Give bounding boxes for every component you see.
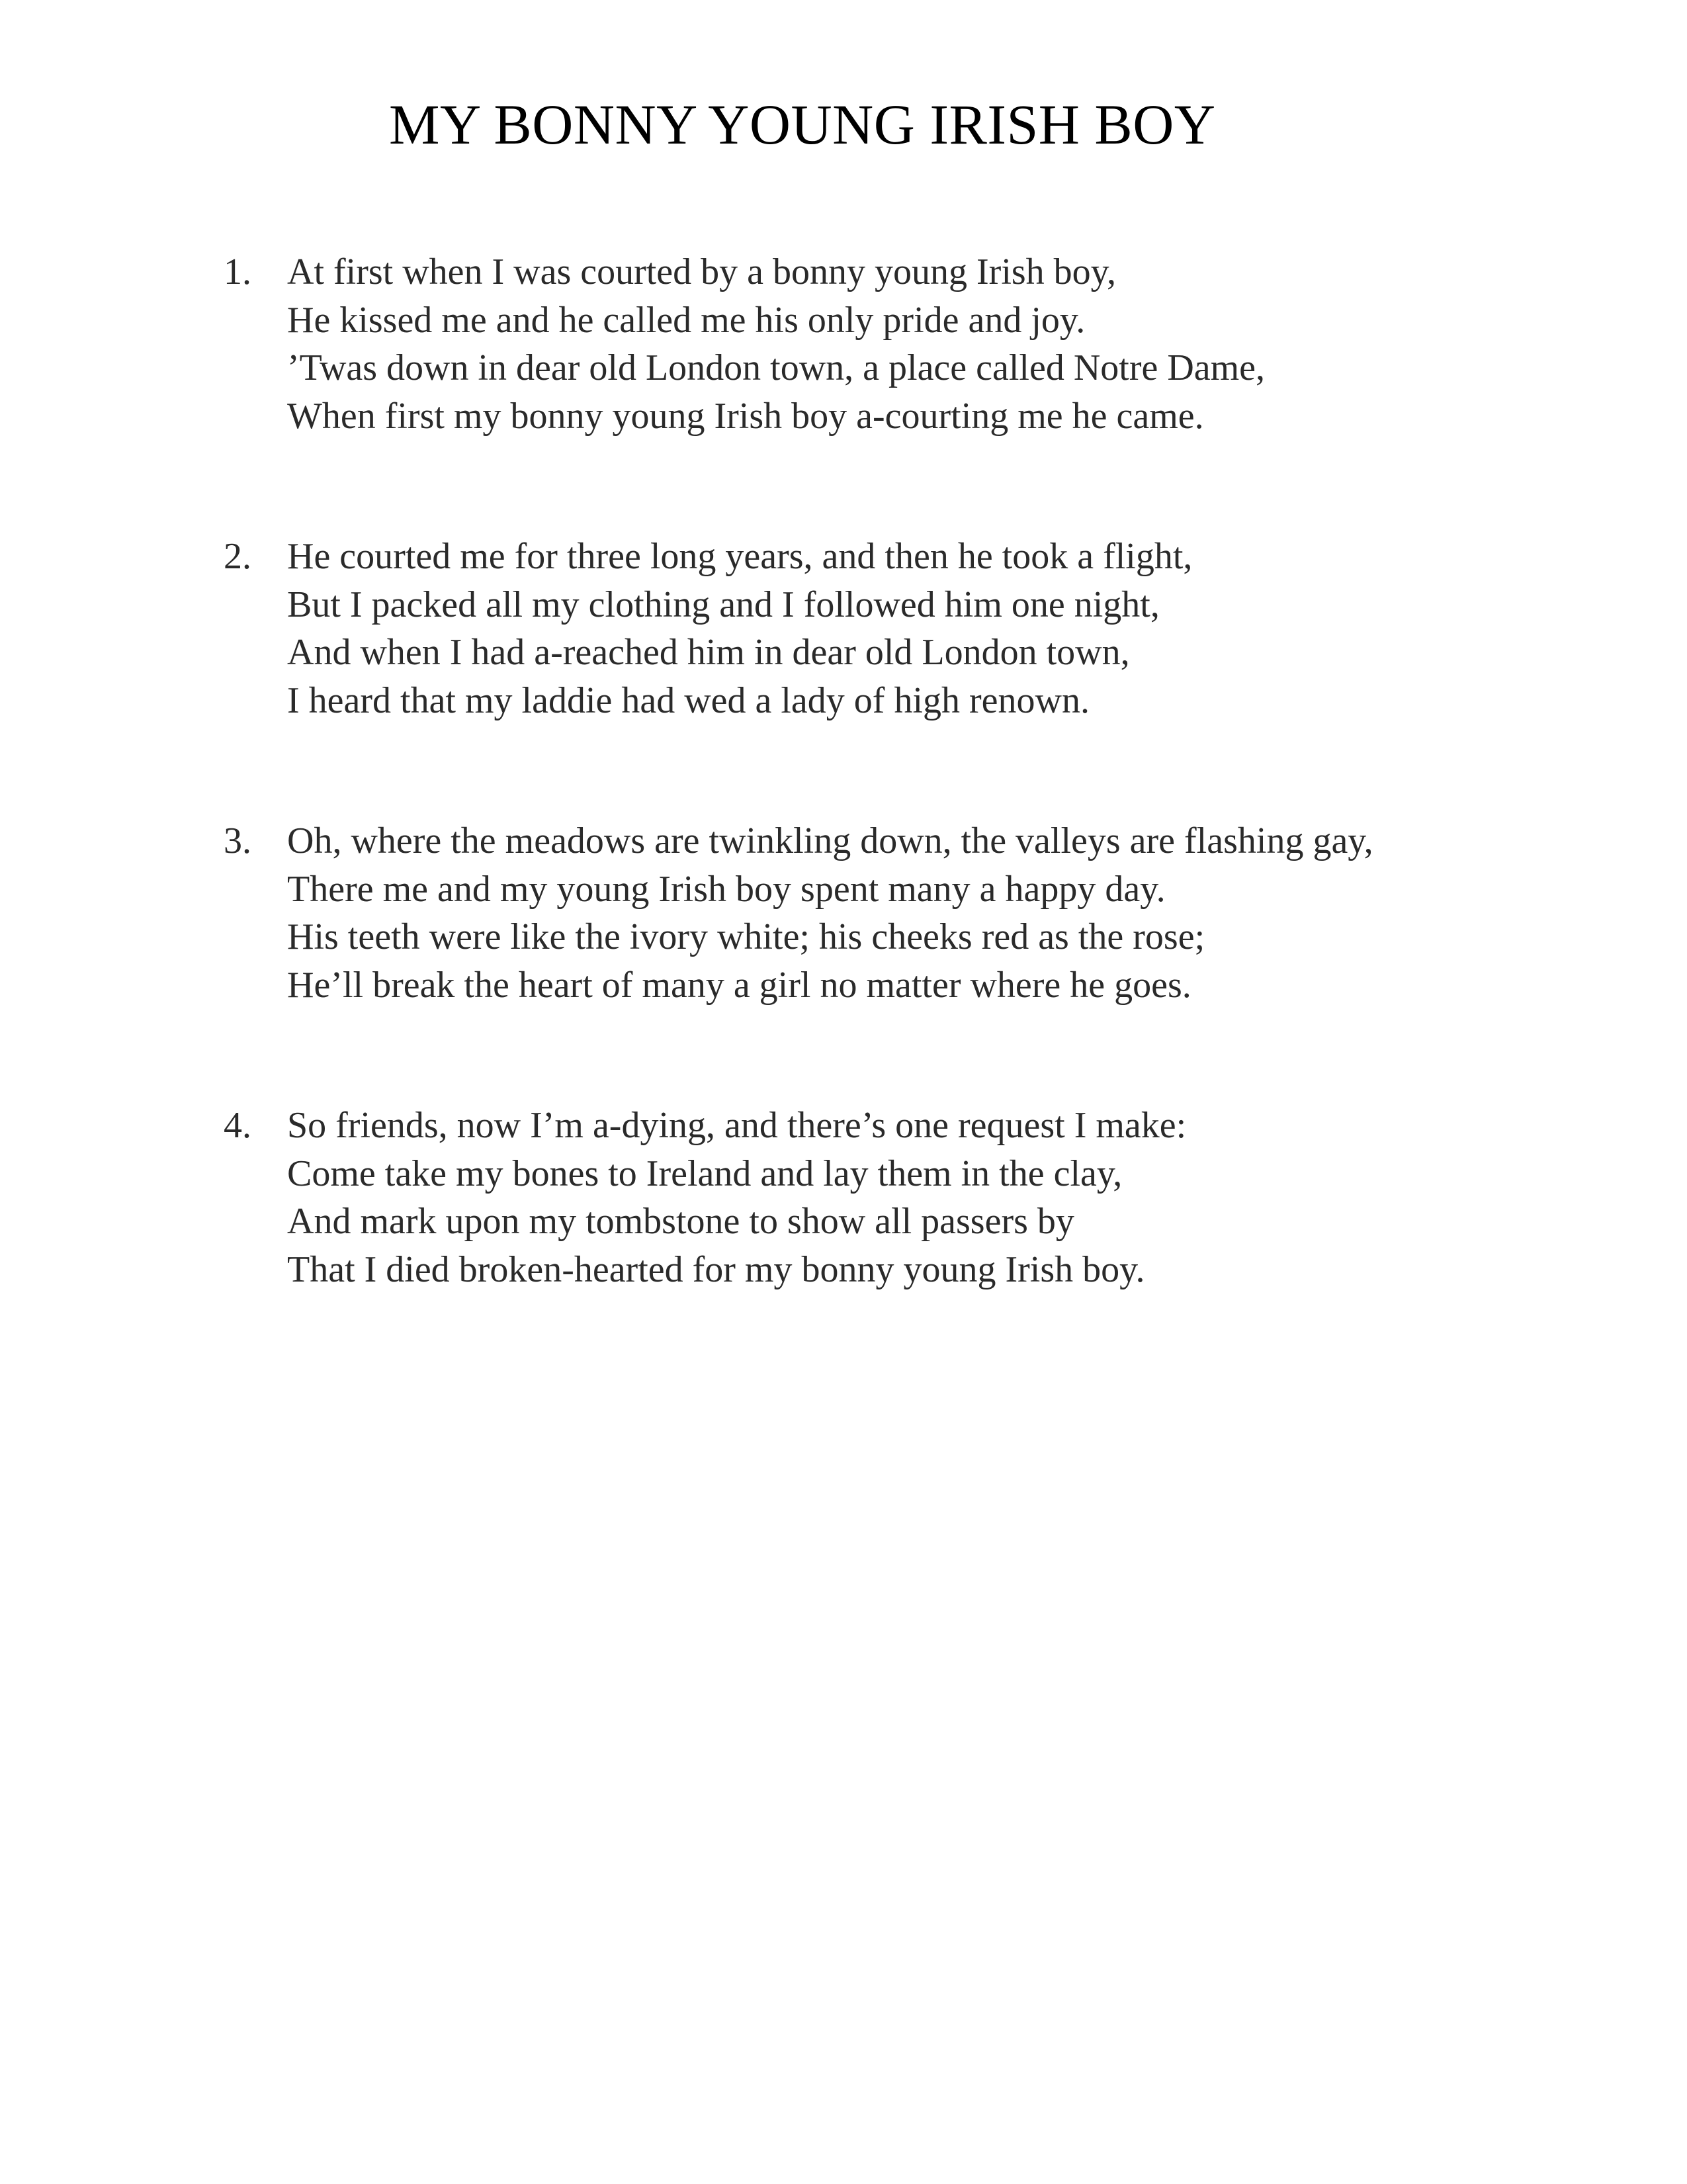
verse-line: Oh, where the meadows are twinkling down, the valleys are flashing gay,	[287, 820, 1373, 861]
verse-lines	[287, 817, 1613, 1009]
verse-lines	[287, 1102, 1613, 1293]
verse-line: His teeth were like the ivory white; his cheeks red as the rose;	[287, 916, 1205, 957]
verse-line: And mark upon my tombstone to show all passers by	[287, 1201, 1074, 1242]
verse-line: He’ll break the heart of many a girl no matter where he goes.	[287, 964, 1191, 1006]
verse-4	[224, 1102, 1613, 1293]
verse-line: But I packed all my clothing and I followed him one night,	[287, 584, 1160, 625]
verse-line: When first my bonny young Irish boy a-courting me he came.	[287, 395, 1204, 437]
verse-number: 2.	[224, 536, 251, 577]
verse-line: So friends, now I’m a-dying, and there’s one request I make:	[287, 1105, 1187, 1146]
verse-line: That I died broken-hearted for my bonny young Irish boy.	[287, 1248, 1145, 1290]
verse-line: I heard that my laddie had wed a lady of high renown.	[287, 679, 1090, 721]
verse-number: 1.	[224, 251, 251, 292]
verse-line: There me and my young Irish boy spent many a happy day.	[287, 868, 1166, 910]
song-lyrics	[224, 248, 1613, 1386]
verse-lines	[287, 533, 1613, 724]
verse-1	[224, 248, 1613, 440]
verse-3	[224, 817, 1613, 1009]
verse-line: Come take my bones to Ireland and lay them in the clay,	[287, 1153, 1123, 1194]
page-title: MY BONNY YOUNG IRISH BOY	[389, 93, 1216, 156]
verse-line: At first when I was courted by a bonny young Irish boy,	[287, 251, 1117, 292]
verse-line: He courted me for three long years, and then he took a flight,	[287, 536, 1193, 577]
verse-line: He kissed me and he called me his only pride and joy.	[287, 299, 1086, 341]
verse-number: 4.	[224, 1105, 251, 1146]
verse-2	[224, 533, 1613, 724]
verse-number: 3.	[224, 820, 251, 861]
verse-line: ’Twas down in dear old London town, a place called Notre Dame,	[287, 347, 1266, 388]
verse-lines	[287, 248, 1613, 440]
verse-line: And when I had a-reached him in dear old London town,	[287, 632, 1130, 673]
